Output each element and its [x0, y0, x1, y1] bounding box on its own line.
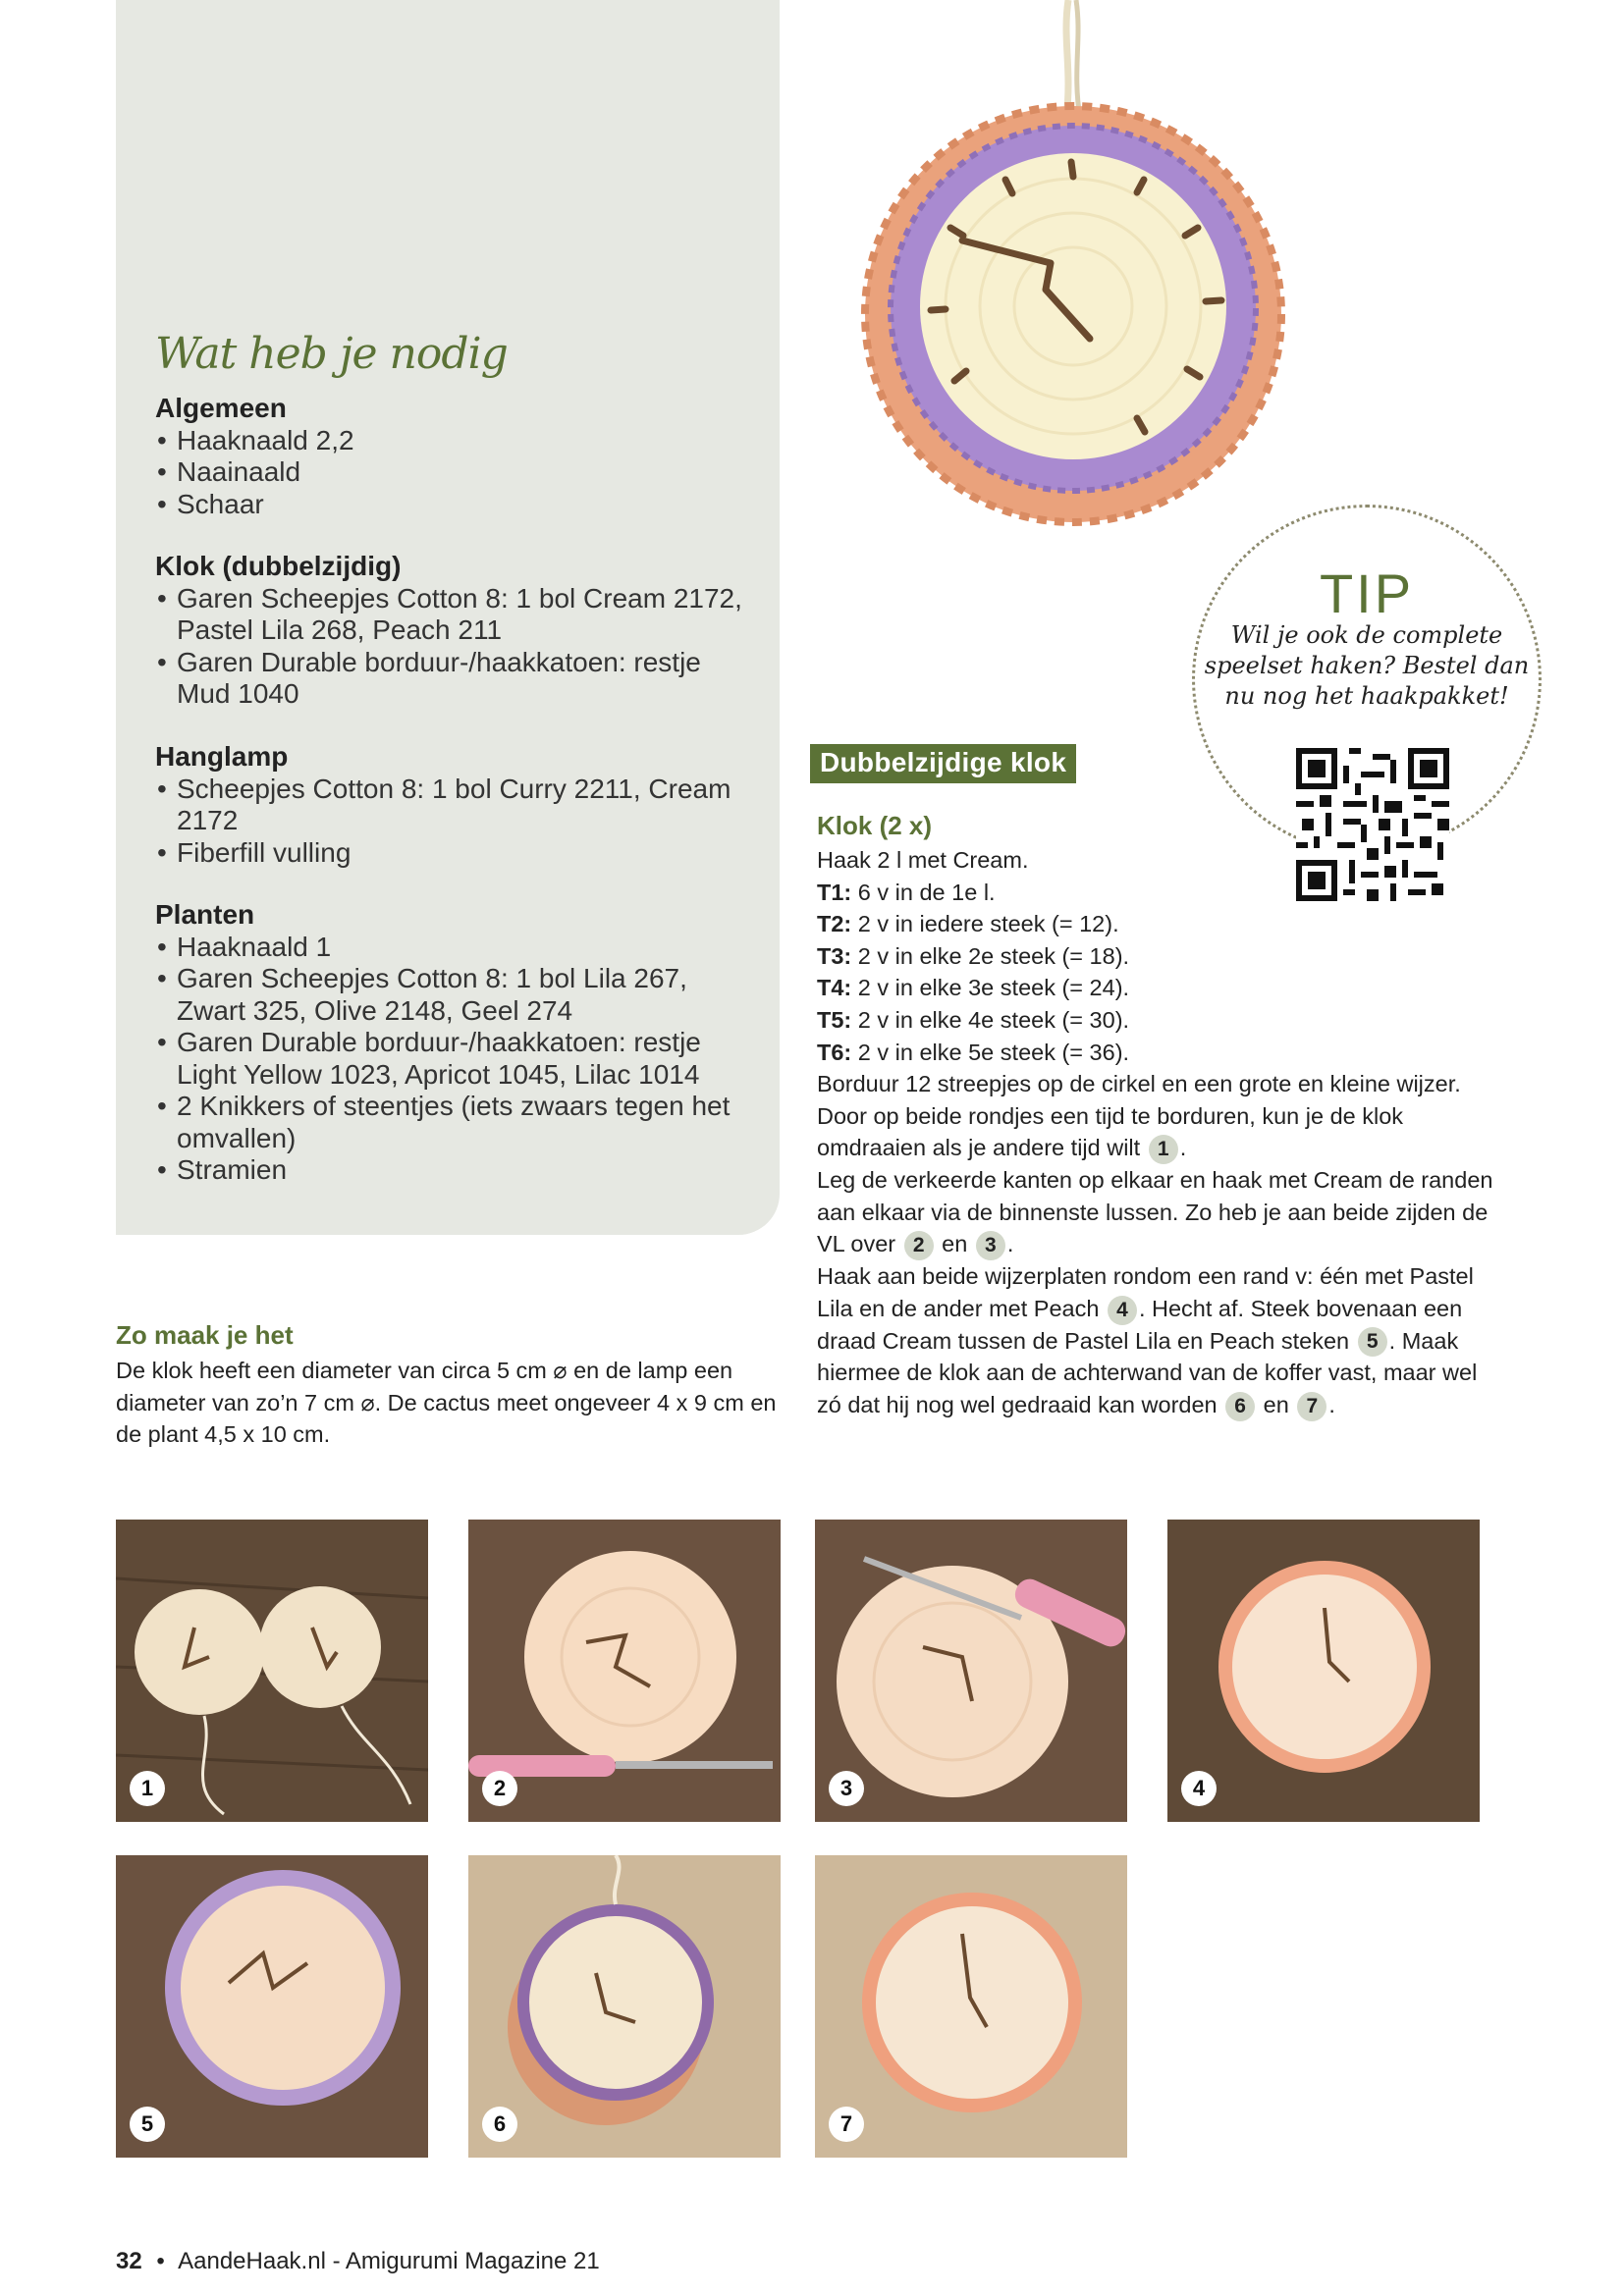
tip-text: Wil je ook de complete speelset haken? Bestel dan nu nog het haakpakket! [1204, 621, 1530, 710]
step-ref: 2 [904, 1231, 934, 1260]
step-ref: 5 [1358, 1327, 1387, 1357]
step-ref: 3 [976, 1231, 1005, 1260]
materials-group-algemeen [155, 393, 744, 520]
step-photo-5 [116, 1855, 428, 2158]
step-ref: 7 [1297, 1392, 1326, 1421]
list-item: • Naainaald [155, 456, 744, 489]
step-ref: 6 [1225, 1392, 1255, 1421]
list-item: • Scheepjes Cotton 8: 1 bol Curry 2211, Cream 2172 [155, 774, 746, 837]
round-label: T1: [817, 879, 852, 905]
list-item: • Haaknaald 2,2 [155, 425, 744, 457]
step-ref: 1 [1149, 1135, 1178, 1164]
photo-number: 3 [829, 1771, 864, 1806]
list-item: • Stramien [155, 1154, 744, 1187]
intro-heading: Zo maak je het [116, 1320, 294, 1350]
round-row [817, 1004, 1494, 1037]
list-item: • Schaar [155, 489, 744, 521]
photo-number: 6 [482, 2107, 517, 2142]
paragraph-embroider: Borduur 12 streepjes op de cirkel en een grote en kleine wijzer. Door op beide rondjes een tijd te borduren, kun je de klok omdraaien als je andere tijd wilt 1 . [817, 1068, 1494, 1164]
paragraph-edge: Haak aan beide wijzerplaten rondom een rand v: één met Pastel Lila en de ander met Peach 4 . Hecht af. Steek bovenaan een draad Cream tussen de Pastel Lila en Peach steken 5 . Maak hiermee de klok aan de achterwand van de koffer vast, maar wel zó dat hij nog wel gedraaid kan worden 6 en 7 . [817, 1260, 1494, 1421]
page-number: 32 [116, 2248, 142, 2274]
intro-text: De klok heeft een diameter van circa 5 cm ⌀ en de lamp een diameter van zo’n 7 cm ⌀. De cactus meet ongeveer 4 x 9 cm en de plant 4,5 x 10 cm. [116, 1358, 777, 1447]
photo-number: 4 [1181, 1771, 1217, 1806]
photo-number: 2 [482, 1771, 517, 1806]
photo-number: 7 [829, 2107, 864, 2142]
photo-number: 1 [130, 1771, 165, 1806]
round-label: T3: [817, 942, 852, 969]
tip-title: TIP [1319, 562, 1415, 624]
round-row [817, 1037, 1494, 1069]
instructions [817, 844, 1494, 1421]
round-text: 2 v in elke 3e steek (= 24). [851, 975, 1130, 1001]
start-instruction: Haak 2 l met Cream. [817, 847, 1029, 873]
section-subtitle: Klok (2 x) [817, 811, 933, 840]
round-row [817, 877, 1494, 909]
group-title: Algemeen [155, 393, 287, 423]
hero-clock-image [844, 0, 1316, 530]
list-item: • Garen Scheepjes Cotton 8: 1 bol Cream 2172, Pastel Lila 268, Peach 211 [155, 583, 746, 647]
materials-group-planten [155, 899, 744, 1187]
list-item: • Fiberfill vulling [155, 837, 744, 870]
footer-separator: • [156, 2248, 165, 2274]
step-photo-4 [1167, 1520, 1480, 1822]
list-item: • Haaknaald 1 [155, 932, 744, 964]
step-photo-7 [815, 1855, 1127, 2158]
group-title: Hanglamp [155, 741, 289, 772]
list-item: • Garen Durable borduur-/haakkatoen: restje Mud 1040 [155, 647, 746, 711]
step-photo-1 [116, 1520, 428, 1822]
list-item: • Garen Durable borduur-/haakkatoen: restje Light Yellow 1023, Apricot 1045, Lilac 1014 [155, 1027, 746, 1091]
paragraph-join: Leg de verkeerde kanten op elkaar en haak met Cream de randen aan elkaar via de binnenste lussen. Zo heb je aan beide zijden de VL over 2 en 3 . [817, 1164, 1494, 1260]
round-text: 6 v in de 1e l. [851, 879, 996, 905]
materials-group-hanglamp [155, 741, 744, 869]
round-label: T6: [817, 1039, 852, 1065]
group-title: Planten [155, 899, 255, 930]
round-label: T5: [817, 1006, 852, 1033]
step-photo-2 [468, 1520, 781, 1822]
section-title: Dubbelzijdige klok [810, 744, 1076, 783]
round-text: 2 v in elke 2e steek (= 18). [851, 942, 1130, 969]
step-photo-3 [815, 1520, 1127, 1822]
round-label: T4: [817, 975, 852, 1001]
materials-group-klok [155, 551, 744, 711]
round-row [817, 940, 1494, 973]
round-text: 2 v in elke 5e steek (= 36). [851, 1039, 1130, 1065]
photo-number: 5 [130, 2107, 165, 2142]
page-footer [116, 2248, 600, 2275]
list-item: • Garen Scheepjes Cotton 8: 1 bol Lila 267, Zwart 325, Olive 2148, Geel 274 [155, 963, 746, 1027]
round-row [817, 908, 1494, 940]
materials-heading: Wat heb je nodig [155, 329, 508, 379]
round-label: T2: [817, 911, 852, 937]
round-text: 2 v in elke 4e steek (= 30). [851, 1006, 1130, 1033]
group-title: Klok (dubbelzijdig) [155, 551, 402, 581]
round-row [817, 972, 1494, 1004]
list-item: • 2 Knikkers of steentjes (iets zwaars tegen het omvallen) [155, 1091, 756, 1154]
footer-text: AandeHaak.nl - Amigurumi Magazine 21 [178, 2248, 600, 2274]
round-text: 2 v in iedere steek (= 12). [851, 911, 1119, 937]
step-ref: 4 [1108, 1296, 1137, 1325]
step-photo-6 [468, 1855, 781, 2158]
